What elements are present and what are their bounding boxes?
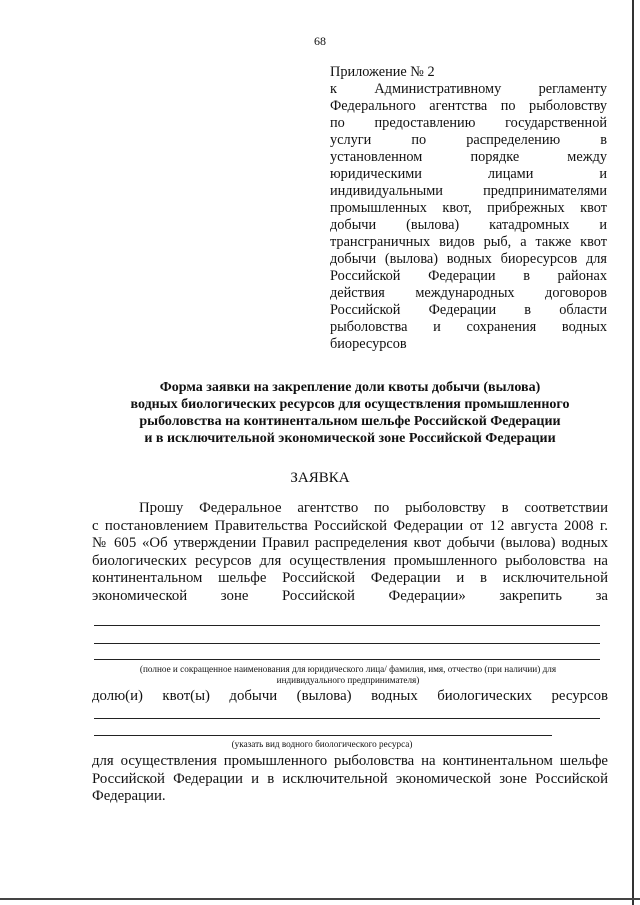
scan-edge-right <box>632 0 634 905</box>
caption-line: (полное и сокращенное наименования для юридического лица/ фамилия, имя, отчество (при наличии) для <box>139 664 557 674</box>
quota-line <box>92 688 608 706</box>
resource-type-line[interactable] <box>94 735 552 736</box>
appendix-line: промышленных квот, прибрежных квот <box>330 200 607 216</box>
appendix-line-last: биоресурсов <box>330 336 407 352</box>
paragraph-line: биологических ресурсов для осуществления промышленного рыболовства на <box>92 552 608 569</box>
appendix-line: услуги по распределению в <box>330 132 607 148</box>
document-title: ЗАЯВКА <box>290 470 350 486</box>
form-title-line: и в исключительной экономической зоне Российской Федерации <box>144 431 556 446</box>
appendix-line: к Административному регламенту <box>330 81 607 97</box>
appendix-title: Приложение № 2 <box>330 64 435 80</box>
applicant-name-line[interactable] <box>94 659 600 660</box>
page-number: 68 <box>314 34 326 48</box>
quota-text: долю(и) квот(ы) добычи (вылова) водных биологических ресурсов <box>92 688 608 704</box>
appendix-line: рыболовства и сохранения водных <box>330 319 607 335</box>
applicant-name-line[interactable] <box>94 625 600 626</box>
resource-type-caption <box>92 739 552 750</box>
caption-line: (указать вид водного биологического ресурса) <box>231 739 413 749</box>
appendix-line: трансграничных видов рыб, а также квот <box>330 234 607 250</box>
paragraph-line: с постановлением Правительства Российской Федерации от 12 августа 2008 г. <box>92 517 608 534</box>
appendix-line: добычи (вылова) водных биоресурсов для <box>330 251 607 267</box>
paragraph-line: Прошу Федеральное агентство по рыболовству в соответствии <box>139 500 608 516</box>
resource-type-line[interactable] <box>94 718 600 719</box>
appendix-line: юридическими лицами и <box>330 166 607 182</box>
appendix-line: Федерального агентства по рыболовству <box>330 98 607 114</box>
caption-line: индивидуального предпринимателя) <box>276 675 420 685</box>
applicant-name-caption <box>92 664 604 686</box>
appendix-line: Российской Федерации в районах <box>330 268 607 284</box>
appendix-line: Российской Федерации в области <box>330 302 607 318</box>
paragraph-line-last: Федерации. <box>92 788 166 804</box>
appendix-line: по предоставлению государственной <box>330 115 607 131</box>
request-paragraph <box>92 500 608 605</box>
paragraph-line: экономической зоне Российской Федерации» закрепить за <box>92 587 608 604</box>
paragraph-line: континентальном шельфе Российской Федерации и в исключительной <box>92 570 608 586</box>
appendix-line: индивидуальными предпринимателями <box>330 183 607 199</box>
applicant-name-line[interactable] <box>94 643 600 644</box>
purpose-paragraph <box>92 753 608 806</box>
form-title <box>70 379 630 447</box>
appendix-block <box>330 64 607 353</box>
form-title-line: Форма заявки на закрепление доли квоты добычи (вылова) <box>159 380 541 395</box>
paragraph-line: Российской Федерации и в исключительной экономической зоне Российской <box>92 770 608 787</box>
form-title-line: водных биологических ресурсов для осуществления промышленного <box>130 397 570 412</box>
appendix-line: действия международных договоров <box>330 285 607 301</box>
form-title-line: рыболовства на континентальном шельфе Российской Федерации <box>139 414 561 429</box>
appendix-line: установленном порядке между <box>330 149 607 165</box>
scan-edge-bottom <box>0 898 640 900</box>
appendix-line: добычи (вылова) катадромных и <box>330 217 607 233</box>
paragraph-line: для осуществления промышленного рыболовства на континентальном шельфе <box>92 753 608 769</box>
paragraph-line: № 605 «Об утверждении Правил распределения квот добычи (вылова) водных <box>92 535 608 551</box>
